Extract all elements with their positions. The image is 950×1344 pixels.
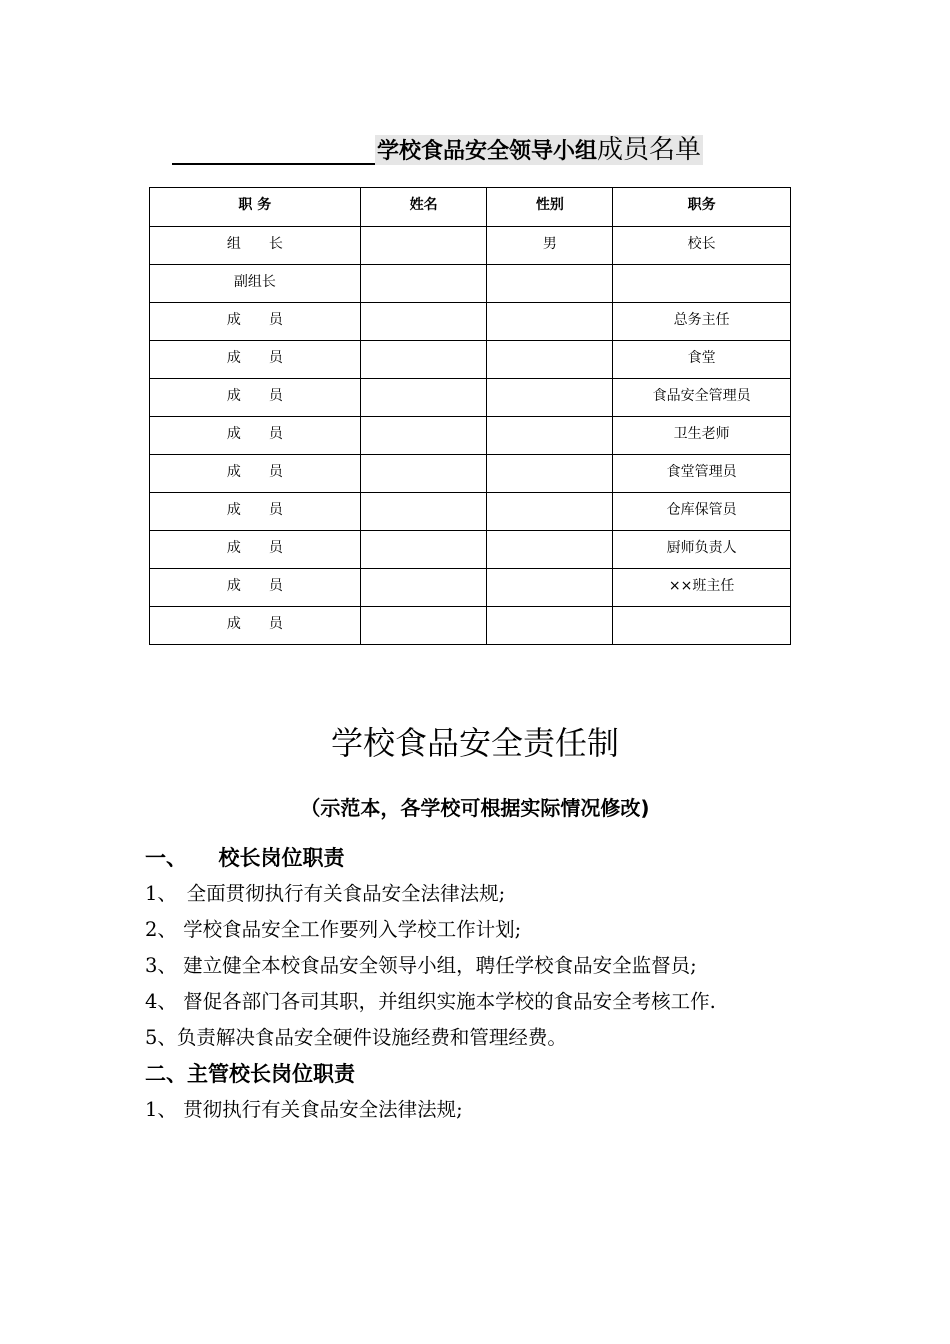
cell-name	[360, 227, 487, 265]
table-row	[150, 569, 791, 607]
cell-title	[613, 607, 791, 645]
cell-gender	[487, 341, 613, 379]
table-row	[150, 493, 791, 531]
cell-title	[613, 265, 791, 303]
table-row	[150, 227, 791, 265]
table-row	[150, 455, 791, 493]
header-cell-title: 职务	[613, 188, 791, 227]
cell-role: 成 员	[150, 417, 361, 455]
cell-gender	[487, 379, 613, 417]
cell-name	[360, 341, 487, 379]
cell-name	[360, 417, 487, 455]
school-name-blank	[172, 137, 375, 165]
cell-name	[360, 265, 487, 303]
section-heading: 一、 校长岗位职责	[145, 846, 345, 870]
cell-title: 卫生老师	[613, 417, 791, 455]
cell-role: 成 员	[150, 531, 361, 569]
cell-title: 总务主任	[613, 303, 791, 341]
list-item: 5、负责解决食品安全硬件设施经费和管理经费。	[145, 1026, 567, 1049]
cell-name	[360, 531, 487, 569]
cell-role: 组 长	[150, 227, 361, 265]
table-row	[150, 303, 791, 341]
cell-gender	[487, 531, 613, 569]
title-normal-part: 成员名单	[597, 135, 702, 165]
cell-title: 厨师负责人	[613, 531, 791, 569]
list-item: 4、 督促各部门各司其职，并组织实施本学校的食品安全考核工作.	[145, 990, 716, 1013]
cell-title: 校长	[613, 227, 791, 265]
list-title	[172, 133, 776, 165]
cell-name	[360, 493, 487, 531]
table-row	[150, 379, 791, 417]
list-title-text	[375, 135, 703, 165]
list-item: 2、 学校食品安全工作要列入学校工作计划;	[145, 918, 522, 941]
cell-title: ××班主任	[613, 569, 791, 607]
table-row	[150, 265, 791, 303]
cell-gender: 男	[487, 227, 613, 265]
cell-gender	[487, 607, 613, 645]
header-cell-gender: 性别	[487, 188, 613, 227]
cell-gender	[487, 303, 613, 341]
cell-name	[360, 607, 487, 645]
cell-name	[360, 303, 487, 341]
cell-title: 仓库保管员	[613, 493, 791, 531]
cell-name	[360, 379, 487, 417]
cell-name	[360, 569, 487, 607]
header-cell-position: 职 务	[150, 188, 361, 227]
cell-title: 食堂管理员	[613, 455, 791, 493]
cell-role: 成 员	[150, 341, 361, 379]
cell-role: 成 员	[150, 455, 361, 493]
list-item: 3、 建立健全本校食品安全领导小组，聘任学校食品安全监督员;	[145, 954, 697, 977]
table-row	[150, 607, 791, 645]
cell-name	[360, 455, 487, 493]
cell-role: 成 员	[150, 379, 361, 417]
table-row	[150, 341, 791, 379]
cell-gender	[487, 569, 613, 607]
cell-role: 副组长	[150, 265, 361, 303]
section-heading: 二、主管校长岗位职责	[145, 1062, 355, 1086]
cell-role: 成 员	[150, 493, 361, 531]
list-item: 1、 贯彻执行有关食品安全法律法规;	[145, 1098, 463, 1121]
members-table	[149, 187, 791, 645]
document-subtitle: （示范本，各学校可根据实际情况修改)	[300, 796, 650, 820]
cell-role: 成 员	[150, 607, 361, 645]
document-body	[145, 840, 805, 1128]
table-row	[150, 417, 791, 455]
table-row	[150, 531, 791, 569]
cell-gender	[487, 417, 613, 455]
table-header-row	[150, 188, 791, 227]
cell-title: 食品安全管理员	[613, 379, 791, 417]
cell-gender	[487, 493, 613, 531]
title-bold-part: 学校食品安全领导小组	[377, 139, 598, 164]
cell-gender	[487, 455, 613, 493]
document-title: 学校食品安全责任制	[330, 724, 619, 762]
header-cell-name: 姓名	[360, 188, 487, 227]
cell-role: 成 员	[150, 303, 361, 341]
list-item: 1、 全面贯彻执行有关食品安全法律法规;	[145, 882, 506, 905]
cell-title: 食堂	[613, 341, 791, 379]
cell-role: 成 员	[150, 569, 361, 607]
cell-gender	[487, 265, 613, 303]
